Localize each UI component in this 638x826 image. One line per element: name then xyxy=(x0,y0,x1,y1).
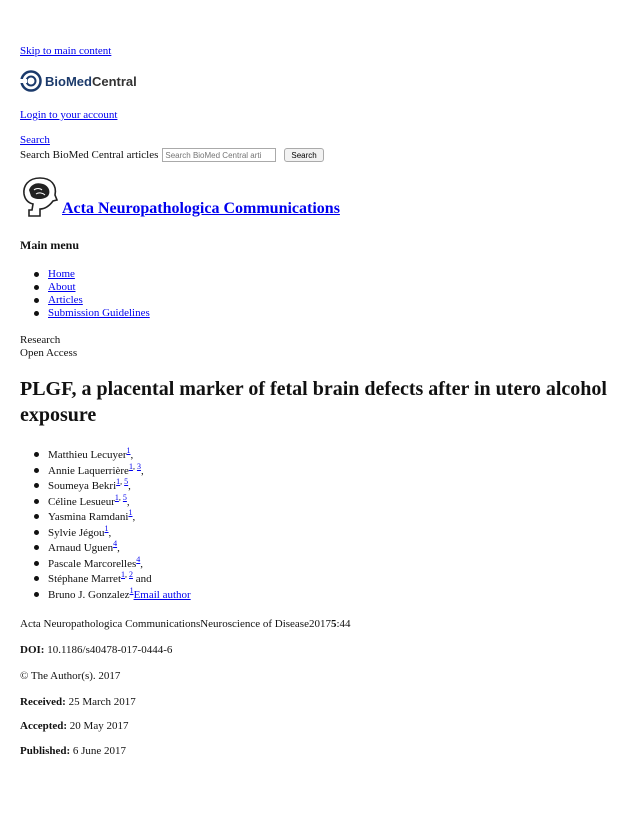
article-type: Research xyxy=(20,334,61,346)
affiliation-separator: , xyxy=(120,477,125,486)
author-item xyxy=(20,585,191,604)
main-menu-heading: Main menu xyxy=(20,238,80,252)
author-name: Yasmina Ramdani xyxy=(48,511,129,523)
citation-article-number: :44 xyxy=(336,618,351,630)
author-name: Céline Lesueur xyxy=(48,495,115,508)
author-item xyxy=(20,523,191,542)
email-author-link[interactable]: Email author xyxy=(133,588,191,601)
author-separator: , xyxy=(140,557,144,570)
menu-item-home xyxy=(20,268,150,281)
main-menu xyxy=(20,268,150,320)
affiliation-link[interactable]: 1 xyxy=(126,446,131,455)
citation-journal: Acta Neuropathologica CommunicationsNeuroscience of Disease2017 xyxy=(20,618,331,630)
journal-header xyxy=(20,176,340,218)
menu-link-submission-guidelines[interactable]: Submission Guidelines xyxy=(48,307,150,319)
affiliation-link[interactable]: 2 xyxy=(129,570,133,579)
author-item xyxy=(20,541,191,557)
author-separator: and xyxy=(133,573,152,585)
biomed-central-logo[interactable] xyxy=(20,70,137,92)
affiliation-link[interactable]: 5 xyxy=(122,492,127,502)
search-form xyxy=(20,148,324,162)
affiliation-link[interactable]: 4 xyxy=(113,539,118,548)
author-separator: , xyxy=(130,449,134,461)
login-link[interactable]: Login to your account xyxy=(20,109,118,121)
author-item xyxy=(20,448,191,464)
author-name: Arnaud Uguen xyxy=(48,542,114,554)
author-separator: , xyxy=(128,480,131,492)
menu-item-articles xyxy=(20,294,150,307)
author-name: Pascale Marcorelles xyxy=(48,557,137,570)
affiliation-link[interactable]: 4 xyxy=(136,554,141,564)
search-link[interactable]: Search xyxy=(20,134,50,146)
author-separator: , xyxy=(140,464,144,477)
affiliation-link[interactable]: 1 xyxy=(114,492,119,502)
citation xyxy=(20,618,351,631)
menu-link-about[interactable]: About xyxy=(48,281,76,293)
author-name: Matthieu Lecuyer xyxy=(48,449,127,461)
author-list xyxy=(20,448,191,603)
search-input[interactable] xyxy=(162,148,276,162)
menu-link-articles[interactable]: Articles xyxy=(48,294,83,306)
affiliation-link[interactable]: 1 xyxy=(116,477,121,486)
author-name: Bruno J. Gonzalez xyxy=(48,588,130,601)
affiliation-link[interactable]: 1 xyxy=(128,461,133,471)
doi-label: DOI: xyxy=(20,644,45,656)
accepted-label: Accepted: xyxy=(20,720,68,732)
affiliation-link[interactable]: 1 xyxy=(121,570,125,579)
affiliation-link[interactable]: 1 xyxy=(104,523,109,533)
author-name: Sylvie Jégou xyxy=(48,526,105,539)
affiliation-link[interactable]: 5 xyxy=(124,477,129,486)
journal-title-link[interactable]: Acta Neuropathologica Communications xyxy=(62,200,340,217)
accepted-date xyxy=(20,720,128,733)
published-label: Published: xyxy=(20,745,71,757)
search-label: Search BioMed Central articles xyxy=(20,148,159,161)
search-button[interactable]: Search xyxy=(284,148,323,162)
menu-item-about xyxy=(20,281,150,294)
skip-to-main-content-link[interactable]: Skip to main content xyxy=(20,45,112,57)
open-access-label: Open Access xyxy=(20,347,78,359)
published-date xyxy=(20,745,126,758)
accepted-value: 20 May 2017 xyxy=(67,720,129,732)
citation-volume: 5 xyxy=(330,618,337,630)
author-name: Stéphane Marret xyxy=(48,573,121,585)
published-value: 6 June 2017 xyxy=(70,745,127,757)
copyright: © The Author(s). 2017 xyxy=(20,670,121,682)
author-separator: , xyxy=(132,511,136,523)
logo-wordmark: BioMedCentral xyxy=(45,73,137,89)
author-separator: , xyxy=(117,542,120,554)
author-name: Soumeya Bekri xyxy=(48,480,117,492)
biomed-central-logo-icon xyxy=(20,70,42,92)
doi xyxy=(20,644,172,657)
menu-item-submission-guidelines xyxy=(20,307,150,320)
menu-link-home[interactable]: Home xyxy=(48,268,75,280)
affiliation-separator: , xyxy=(118,492,123,502)
affiliation-separator: , xyxy=(132,461,137,471)
received-value: 25 March 2017 xyxy=(65,696,136,708)
article-title: PLGF, a placental marker of fetal brain defects after in utero alcohol exposure xyxy=(20,378,607,426)
author-name: Annie Laquerrière xyxy=(48,464,129,477)
brain-head-icon xyxy=(20,176,60,218)
doi-value: 10.1186/s40478-017-0444-6 xyxy=(44,644,173,656)
received-date xyxy=(20,696,136,709)
author-item xyxy=(20,461,191,480)
author-item xyxy=(20,492,191,511)
author-separator: , xyxy=(126,495,130,508)
author-separator: , xyxy=(108,526,112,539)
affiliation-separator: , xyxy=(125,570,129,579)
affiliation-link[interactable]: 3 xyxy=(136,461,141,471)
affiliation-link[interactable]: 1 xyxy=(129,585,134,595)
author-item xyxy=(20,479,191,495)
affiliation-link[interactable]: 1 xyxy=(128,508,133,517)
received-label: Received: xyxy=(20,696,66,708)
author-item xyxy=(20,572,191,588)
author-item xyxy=(20,554,191,573)
